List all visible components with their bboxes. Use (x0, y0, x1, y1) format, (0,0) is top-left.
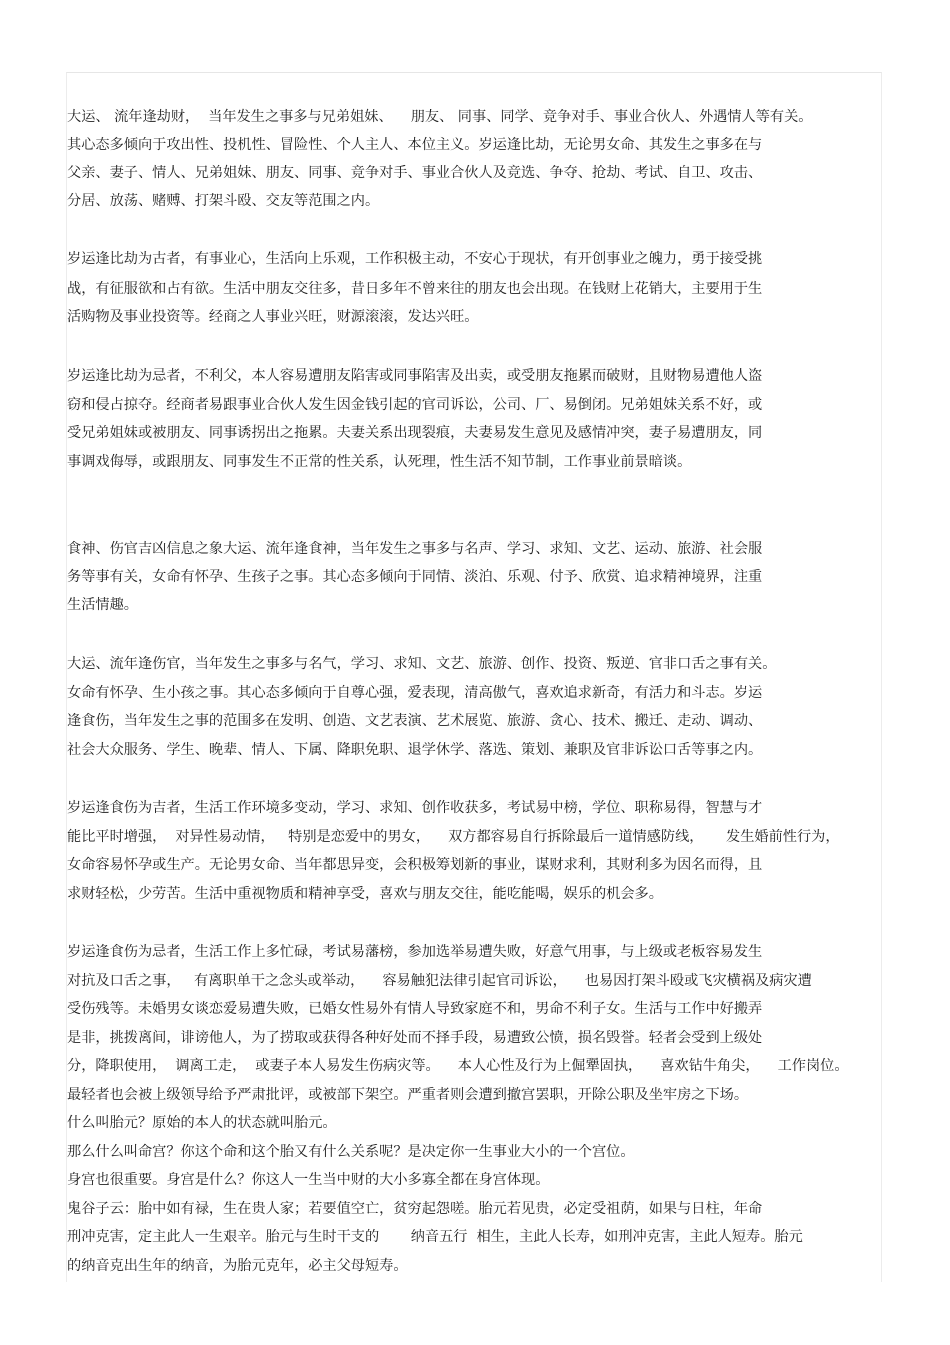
text-line: 女命容易怀孕或生产。无论男女命、当年都思异变，会积极筹划新的事业，谋财求利，其财利多为因名而得，且 (67, 857, 763, 873)
text-line: 分居、放荡、赌赙、打架斗殴、交友等范围之内。 (67, 193, 380, 209)
text-line: 逢食伤，当年发生之事的范围多在发明、创造、文艺表演、艺术展览、旅游、贪心、技术、搬迁、走动、调动、 (67, 713, 763, 729)
text-line: 生活情趣。 (67, 597, 138, 613)
text-line: 能比平时增强， 对异性易动情， 特别是恋爱中的男女， 双方都容易自行拆除最后一道情感防线， 发生婚前性行为， (67, 829, 840, 845)
text-line: 活购物及事业投资等。经商之人事业兴旺，财源滚滚，发达兴旺。 (67, 309, 479, 325)
text-line: 岁运逢食伤为忌者，生活工作上多忙碌，考试易藩榜，参加选举易遭失败，好意气用事，与上级或老板容易发生 (67, 944, 763, 960)
text-line: 最轻者也会被上级领导给予严肃批评，或被部下架空。严重者则会遭到撤宫罢职，开除公职及坐牢房之下场。 (67, 1087, 749, 1103)
text-line: 窃和侵占掠夺。经商者易跟事业合伙人发生因金钱引起的官司诉讼，公司、厂、易倒闭。兄弟姐妹关系不好，或 (67, 397, 763, 413)
text-line: 的纳音克出生年的纳音，为胎元克年，必主父母短寿。 (67, 1258, 408, 1274)
text-line: 刑冲克害，定主此人一生艰辛。胎元与生时干支的 纳音五行 相生，主此人长寿，如刑冲克害，主此人短寿。胎元 (67, 1229, 803, 1245)
text-line: 其心态多倾向于攻出性、投机性、冒险性、个人主人、本位主义。岁运逢比劫，无论男女命、其发生之事多在与 (67, 137, 763, 153)
text-line: 对抗及口舌之事， 有离职单干之念头或举动， 容易触犯法律引起官司诉讼， 也易因打架斗殴或飞灾横祸及病灾遭 (67, 973, 812, 989)
text-line: 战，有征服欲和占有欲。生活中朋友交往多，昔日多年不曾来往的朋友也会出现。在钱财上花销大，主要用于生 (67, 281, 763, 297)
text-line: 社会大众服务、学生、晚辈、情人、下属、降职免职、退学休学、落选、策划、兼职及官非诉讼口舌等事之内。 (67, 742, 763, 758)
text-line: 是非，挑拨离间，诽谤他人，为了捞取或获得各种好处而不择手段，易遭致公愤，损名毁誉。轻者会受到上级处 (67, 1030, 763, 1046)
text-line: 那么什么叫命宫？你这个命和这个胎又有什么关系呢？是决定你一生事业大小的一个宫位。 (67, 1144, 635, 1160)
text-line: 受兄弟姐妹或被朋友、同事诱拐出之拖累。夫妻关系出现裂痕，夫妻易发生意见及感情冲突，妻子易遭朋友，同 (67, 425, 763, 441)
text-line: 食神、伤官吉凶信息之象大运、流年逢食神，当年发生之事多与名声、学习、求知、文艺、运动、旅游、社会服 (67, 541, 763, 557)
text-line: 岁运逢比劫为忌者，不利父，本人容易遭朋友陷害或同事陷害及出卖，或受朋友拖累而破财，且财物易遭他人盗 (67, 368, 763, 384)
text-line: 岁运逢食伤为吉者，生活工作环境多变动，学习、求知、创作收获多，考试易中榜，学位、职称易得，智慧与才 (67, 800, 763, 816)
text-line: 什么叫胎元？原始的本人的状态就叫胎元。 (67, 1115, 337, 1131)
text-line: 父亲、妻子、情人、兄弟姐妹、朋友、同事、竞争对手、事业合伙人及竞选、争夺、抢劫、考试、自卫、攻击、 (67, 165, 763, 181)
text-line: 女命有怀孕、生小孩之事。其心态多倾向于自尊心强，爱表现，清高傲气，喜欢追求新奇，有活力和斗志。岁运 (67, 685, 763, 701)
text-line: 身宫也很重要。身宫是什么？你这人一生当中财的大小多寡全都在身宫体现。 (67, 1172, 550, 1188)
text-line: 大运、流年逢伤官，当年发生之事多与名气，学习、求知、文艺、旅游、创作、投资、叛逆、官非口舌之事有关。 (67, 656, 777, 672)
text-line: 鬼谷子云：胎中如有禄，生在贵人家；若要值空亡，贫穷起怨嗟。胎元若见贵，必定受祖荫，如果与日柱，年命 (67, 1201, 763, 1217)
text-line: 事调戏侮辱，或跟朋友、同事发生不正常的性关系，认死理，性生活不知节制，工作事业前景暗谈。 (67, 454, 692, 470)
text-line: 受伤残等。未婚男女谈恋爱易遭失败，已婚女性易外有情人导致家庭不和，男命不利子女。生活与工作中好搬弄 (67, 1001, 763, 1017)
text-line: 岁运逢比劫为古者，有事业心，生活向上乐观，工作积极主动，不安心于现状，有开创事业之魄力，勇于接受挑 (67, 251, 763, 267)
text-line: 求财轻松，少劳苦。生活中重视物质和精神享受，喜欢与朋友交往，能吃能喝，娱乐的机会多。 (67, 886, 663, 902)
text-line: 分，降职使用， 调离工走， 或妻子本人易发生伤病灾等。 本人心性及行为上倔犟固执， 喜欢钻牛角尖， 工作岗位。 (67, 1058, 849, 1074)
text-line: 大运、 流年逢劫财， 当年发生之事多与兄弟姐妹、 朋友、 同事、同学、竞争对手、事业合伙人、外遇情人等有关。 (67, 109, 813, 125)
text-line: 务等事有关，女命有怀孕、生孩子之事。其心态多倾向于同情、淡泊、乐观、付予、欣赏、追求精神境界，注重 (67, 569, 763, 585)
